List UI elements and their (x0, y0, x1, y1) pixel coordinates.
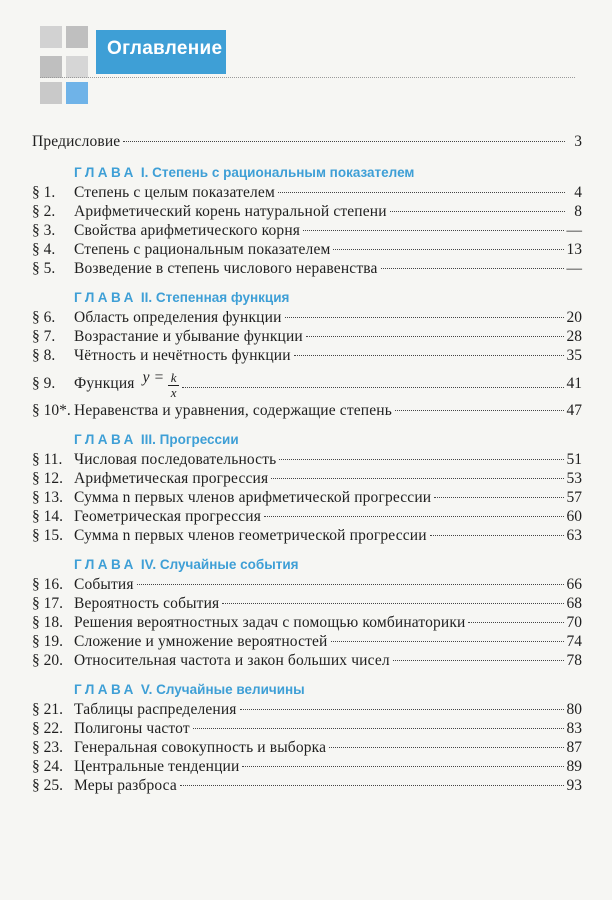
section-number: § 18. (32, 614, 63, 631)
section-title-text: Чётность и нечётность функции (74, 347, 291, 364)
header-square (66, 82, 88, 104)
page-number: — (566, 260, 582, 277)
toc-entry[interactable] (32, 470, 582, 489)
section-title (74, 595, 219, 613)
chapter-label: ГЛАВА (74, 682, 137, 697)
toc-entry[interactable] (32, 739, 582, 758)
dot-leader (240, 709, 564, 710)
section-title (74, 701, 237, 719)
toc-entry[interactable] (32, 489, 582, 508)
toc-entry[interactable] (32, 203, 582, 222)
section-title (74, 328, 303, 346)
section-title-text: Решения вероятностных задач с помощью комбинаторики (74, 614, 466, 631)
section-title-text: Сложение и умножение вероятностей (74, 633, 328, 650)
section-number: § 21. (32, 701, 63, 718)
section-title (74, 739, 326, 757)
page-number: 87 (566, 739, 582, 756)
dot-leader (303, 230, 563, 231)
dot-leader (279, 459, 563, 460)
section-title (74, 758, 239, 776)
section-title-text: Арифметическая прогрессия (74, 470, 269, 487)
dot-leader (390, 211, 565, 212)
table-of-contents (32, 133, 582, 796)
page-number: 66 (566, 576, 582, 593)
section-title-text: Возрастание и убывание функции (74, 328, 303, 345)
section-title-text: Вероятность события (74, 595, 220, 612)
chapter-heading (32, 552, 582, 576)
section-title (74, 222, 300, 240)
page-number: 4 (574, 184, 582, 201)
section-title-text: Сумма n первых членов арифметической прогрессии (74, 489, 432, 506)
dot-leader (264, 516, 563, 517)
page-number: 28 (566, 328, 582, 345)
header-square (40, 26, 62, 48)
section-number: § 11. (32, 451, 63, 468)
dot-leader (430, 535, 564, 536)
section-title-text: Полигоны частот (74, 720, 190, 737)
toc-entry[interactable] (32, 758, 582, 777)
chapter-name: I. Степень с рациональным показателем (140, 165, 415, 180)
toc-entry[interactable] (32, 451, 582, 470)
page-number: 20 (566, 309, 582, 326)
dot-leader (182, 387, 563, 388)
dot-leader (306, 336, 564, 337)
section-number: § 10*. (32, 402, 71, 419)
section-number: § 22. (32, 720, 63, 737)
formula (143, 369, 180, 400)
section-title (74, 470, 268, 488)
section-number: § 7. (32, 328, 56, 345)
page-number: 74 (566, 633, 582, 650)
section-number: § 19. (32, 633, 63, 650)
page-number: 78 (566, 652, 582, 669)
section-title (74, 451, 276, 469)
toc-entry[interactable] (32, 701, 582, 720)
section-number: § 23. (32, 739, 63, 756)
section-title (74, 184, 275, 202)
section-number: § 17. (32, 595, 63, 612)
section-title-text: Центральные тенденции (74, 758, 240, 775)
page-number: 35 (566, 347, 582, 364)
section-title-text: Геометрическая прогрессия (74, 508, 262, 525)
chapter-heading (32, 160, 582, 184)
section-number: § 14. (32, 508, 63, 525)
chapter-heading (32, 285, 582, 309)
formula-lhs: y = (142, 368, 165, 386)
section-number: § 4. (32, 241, 56, 258)
toc-entry[interactable] (32, 720, 582, 739)
section-title (74, 369, 179, 400)
page-number: 13 (566, 241, 582, 258)
section-title (74, 508, 261, 526)
section-number: § 9. (32, 375, 56, 392)
section-title-text: Степень с целым показателем (74, 184, 275, 201)
dot-leader (294, 355, 564, 356)
section-title (74, 489, 431, 507)
section-number: § 6. (32, 309, 56, 326)
toc-entry[interactable] (32, 595, 582, 614)
page-number: 51 (566, 451, 582, 468)
section-title (74, 652, 390, 670)
page-number: 89 (566, 758, 582, 775)
toc-entry[interactable] (32, 652, 582, 671)
section-title (74, 260, 378, 278)
section-number: § 2. (32, 203, 56, 220)
toc-preface-title: Предисловие (32, 133, 121, 150)
toc-preface[interactable] (32, 133, 582, 152)
page-number: 3 (574, 133, 582, 150)
page-number: — (566, 222, 582, 239)
section-number: § 13. (32, 489, 63, 506)
page-title: Оглавление (107, 38, 223, 59)
section-title-text: Возведение в степень числового неравенства (74, 260, 378, 277)
dot-leader (137, 584, 564, 585)
section-title-text: Функция (74, 375, 135, 392)
dot-leader (468, 622, 563, 623)
section-number: § 8. (32, 347, 56, 364)
section-title-text: Таблицы распределения (74, 701, 237, 718)
section-title (74, 241, 330, 259)
dot-leader (193, 728, 564, 729)
chapter-name: V. Случайные величины (140, 682, 305, 697)
page-number: 70 (566, 614, 582, 631)
section-title-text: Неравенства и уравнения, содержащие степень (74, 402, 392, 419)
header-dotted-rule (40, 77, 575, 78)
page-number: 47 (566, 402, 582, 419)
toc-entry[interactable] (32, 241, 582, 260)
dot-leader (278, 192, 565, 193)
header-square (40, 82, 62, 104)
page-number: 8 (574, 203, 582, 220)
dot-leader (271, 478, 563, 479)
formula-fraction (168, 371, 179, 400)
chapter-name: III. Прогрессии (140, 432, 239, 447)
section-title-text: События (74, 576, 134, 593)
chapter-label: ГЛАВА (74, 432, 137, 447)
header-square (66, 26, 88, 48)
section-title (74, 309, 282, 327)
section-title (74, 614, 465, 632)
section-title (74, 720, 190, 738)
section-title (74, 347, 291, 365)
section-number: § 5. (32, 260, 56, 277)
section-title-text: Область определения функции (74, 309, 282, 326)
fraction-denominator: x (170, 384, 177, 400)
toc-entry[interactable] (32, 309, 582, 328)
section-number: § 16. (32, 576, 63, 593)
section-title-text: Генеральная совокупность и выборка (74, 739, 327, 756)
toc-entry[interactable] (32, 508, 582, 527)
chapter-name: II. Степенная функция (140, 290, 290, 305)
section-title (74, 203, 387, 221)
page-number: 41 (566, 375, 582, 392)
section-title (74, 402, 392, 420)
chapter-name: IV. Случайные события (140, 557, 299, 572)
toc-entry[interactable] (32, 347, 582, 366)
dot-leader (329, 747, 563, 748)
toc-entry[interactable] (32, 576, 582, 595)
section-number: § 24. (32, 758, 63, 775)
section-title (74, 633, 328, 651)
page-number: 53 (566, 470, 582, 487)
toc-entry[interactable] (32, 777, 582, 796)
section-number: § 25. (32, 777, 63, 794)
dot-leader (123, 141, 565, 142)
section-title (74, 527, 427, 545)
chapter-heading (32, 427, 582, 451)
toc-entry[interactable] (32, 184, 582, 203)
dot-leader (331, 641, 564, 642)
section-title (74, 777, 177, 795)
section-number: § 12. (32, 470, 63, 487)
toc-entry[interactable] (32, 328, 582, 347)
toc-entry[interactable] (32, 633, 582, 652)
section-title-text: Относительная частота и закон больших чисел (74, 652, 390, 669)
toc-entry[interactable] (32, 222, 582, 241)
page-number: 83 (566, 720, 582, 737)
dot-leader (393, 660, 564, 661)
chapter-label: ГЛАВА (74, 165, 137, 180)
section-number: § 20. (32, 652, 63, 669)
chapter-label: ГЛАВА (74, 290, 137, 305)
page-number: 60 (566, 508, 582, 525)
toc-entry[interactable] (32, 614, 582, 633)
section-title-text: Сумма n первых членов геометрической прогрессии (74, 527, 427, 544)
page-number: 63 (566, 527, 582, 544)
page-number: 93 (566, 777, 582, 794)
toc-entry[interactable] (32, 260, 582, 279)
section-title-text: Меры разброса (74, 777, 177, 794)
header-square (66, 56, 88, 78)
section-number: § 15. (32, 527, 63, 544)
toc-entry[interactable] (32, 366, 582, 402)
header-square (40, 56, 62, 78)
section-title-text: Степень с рациональным показателем (74, 241, 331, 258)
dot-leader (333, 249, 563, 250)
section-title-text: Числовая последовательность (74, 451, 277, 468)
section-title (74, 576, 134, 594)
page-number: 57 (566, 489, 582, 506)
dot-leader (395, 410, 564, 411)
section-title-text: Свойства арифметического корня (74, 222, 301, 239)
section-title-text: Арифметический корень натуральной степени (74, 203, 387, 220)
toc-entry[interactable] (32, 527, 582, 546)
toc-entry[interactable] (32, 402, 582, 421)
chapter-heading (32, 677, 582, 701)
dot-leader (381, 268, 564, 269)
dot-leader (434, 497, 563, 498)
dot-leader (285, 317, 564, 318)
chapter-label: ГЛАВА (74, 557, 137, 572)
fraction-numerator: k (170, 369, 177, 385)
dot-leader (222, 603, 563, 604)
dot-leader (242, 766, 563, 767)
section-number: § 3. (32, 222, 56, 239)
page-number: 80 (566, 701, 582, 718)
dot-leader (180, 785, 564, 786)
section-number: § 1. (32, 184, 56, 201)
page-number: 68 (566, 595, 582, 612)
